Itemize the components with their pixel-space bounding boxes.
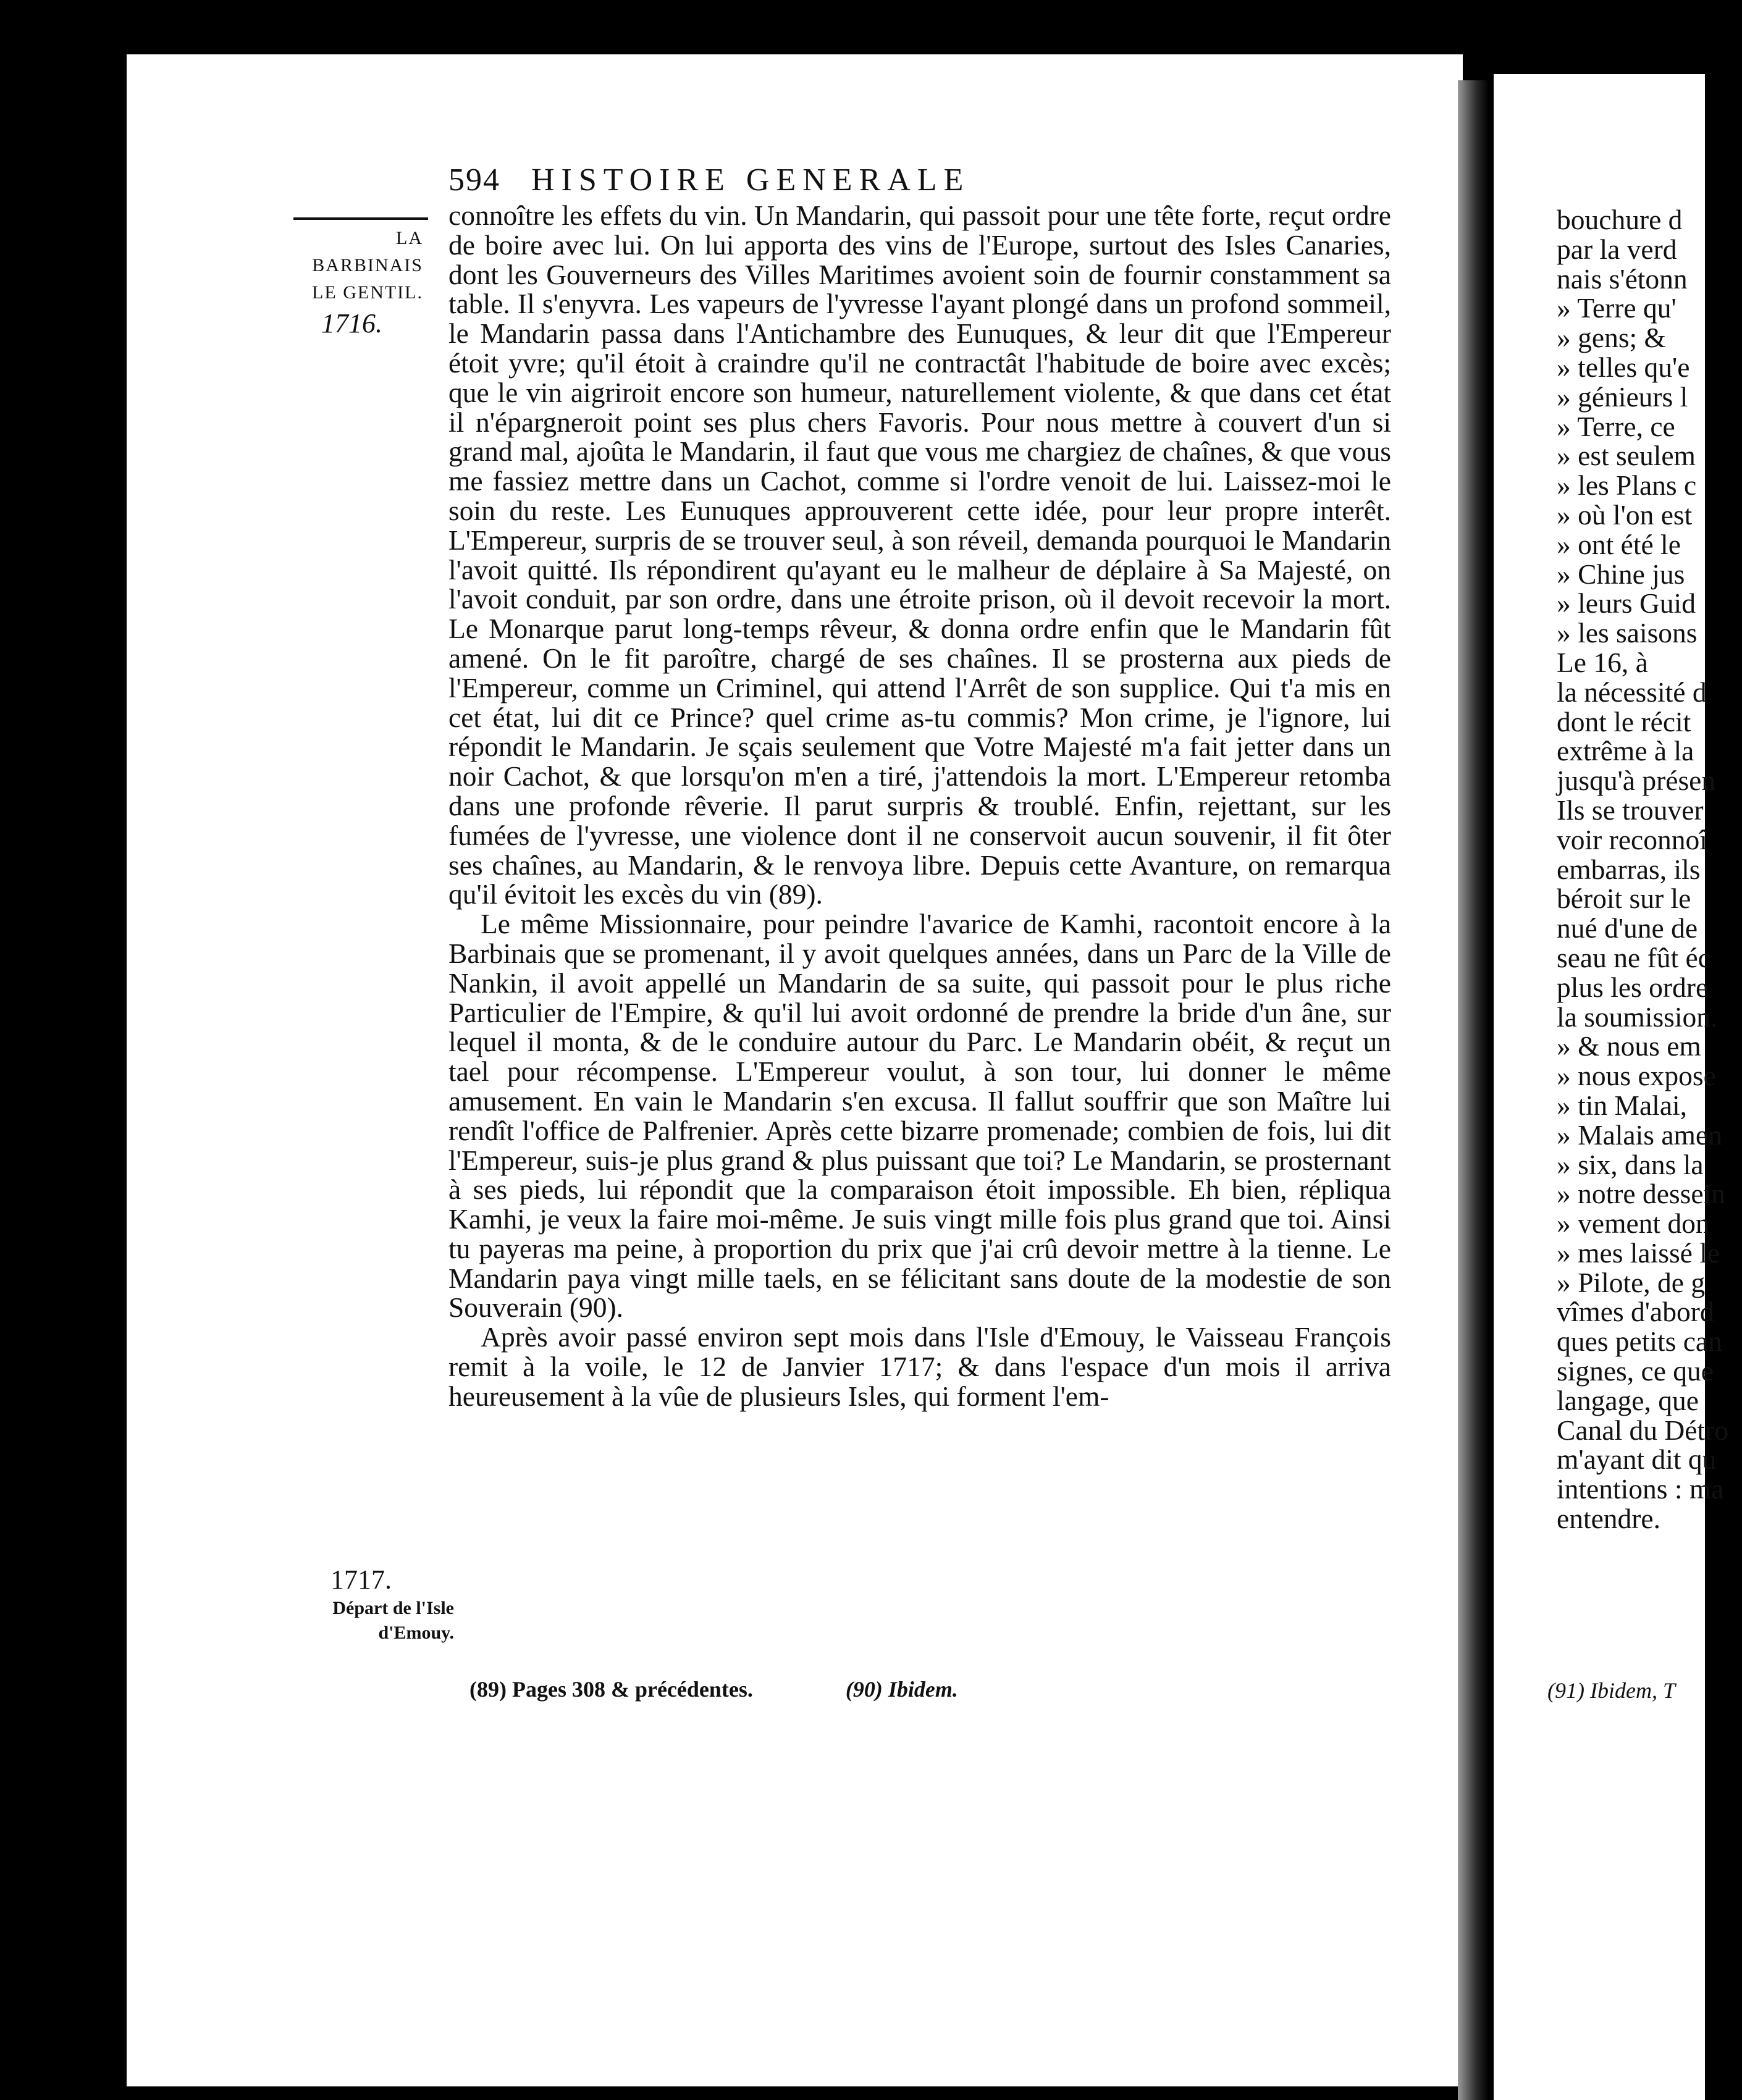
footnote-89: (89) Pages 308 & précédentes. bbox=[469, 1677, 753, 1702]
margin-rule bbox=[293, 217, 428, 220]
right-page-line: » vement don bbox=[1557, 1208, 1710, 1240]
right-page-line: par la verd bbox=[1557, 233, 1677, 265]
right-page-line: » est seulem bbox=[1557, 440, 1696, 472]
right-page-line: » ont été le bbox=[1557, 528, 1681, 560]
right-page-line: jusqu'à présen bbox=[1557, 765, 1716, 797]
right-page-line: seau ne fût éc bbox=[1557, 941, 1710, 973]
margin-year-1717: 1717. bbox=[330, 1564, 392, 1595]
footnotes bbox=[469, 1676, 1149, 1702]
right-page-line: » & nous em bbox=[1557, 1030, 1701, 1062]
right-page-line: » gens; & bbox=[1557, 322, 1666, 354]
right-page-text bbox=[1557, 205, 1742, 1534]
right-page-line: » où l'on est bbox=[1557, 498, 1693, 531]
running-head bbox=[448, 162, 1239, 198]
right-page-footnote: (91) Ibidem, T bbox=[1547, 1678, 1675, 1703]
right-page-line: Canal du Détro bbox=[1557, 1414, 1728, 1446]
right-page-line: m'ayant dit qu bbox=[1557, 1443, 1717, 1476]
right-page-line: » telles qu'e bbox=[1557, 351, 1690, 383]
paragraph-2: Le même Missionnaire, pour peindre l'avarice de Kamhi, racontoit encore à la Barbinais que se promenant, il y avoit quelques années, dans un Parc de la Ville de Nankin, il avoit appellé un Mandarin de sa suite, qui passoit pour le plus riche Particulier de l'Empire, & qu'il lui avoit ordonné de prendre la bride d'un âne, sur lequel il monta, & de le conduire autour du Parc. Le Mandarin obéit, & reçut un tael pour récompense. L'Empereur voulut, à son tour, lui donner le même amusement. En vain le Mandarin s'en excusa. Il fallut souffrir que son Maître lui rendît l'office de Palfrenier. Après cette bizarre promenade; combien de fois, lui dit l'Empereur, suis-je plus grand & plus puissant que toi? Le Mandarin, se prosternant à ses pieds, lui répondit que la comparaison étoit impossible. Eh bien, répliqua Kamhi, je veux la faire moi-même. Je suis vingt mille fois plus grand que toi. Ainsi tu payeras ma peine, à proportion du prix que j'ai crû devoir mettre à la tienne. Le Mandarin paya vingt mille taels, en se félicitant sans doute de la modestie de son Souverain (90). bbox=[448, 908, 1391, 1324]
right-page-line: » Terre qu' bbox=[1557, 292, 1677, 324]
right-page-line: » six, dans la bbox=[1557, 1148, 1704, 1180]
right-page-line: bouchure d bbox=[1557, 204, 1683, 235]
paragraph-1: connoître les effets du vin. Un Mandarin, qui passoit pour une tête forte, reçut ordre de boire avec lui. On lui apporta des vins de l'Europe, surtout des Isles Canaries, dont les Gouverneurs des Villes Maritimes avoient soin de fournir constamment sa table. Il s'enyvra. Les vapeurs de l'yvresse l'ayant plongé dans un profond sommeil, le Mandarin passa dans l'Antichambre des Eunuques, & leur dit que l'Empereur étoit yvre; qu'il étoit à craindre qu'il ne contractât l'habitude de boire avec excès; que le vin aigriroit encore son humeur, naturellement violente, & que dans cet état il n'épargneroit point ses plus chers Favoris. Pour nous mettre à couvert d'un si grand mal, ajoûta le Mandarin, il faut que vous me chargiez de chaînes, & que vous me fassiez mettre dans un Cachot, comme si l'ordre venoit de lui. Laissez-moi le soin du reste. Les Eunuques approuverent cette idée, pour leur propre interêt. L'Empereur, surpris de se trouver seul, à son réveil, demanda pourquoi le Mandarin l'avoit quitté. Ils répondirent qu'ayant eu le malheur de déplaire à Sa Majesté, on l'avoit conduit, par son ordre, dans une étroite prison, où il devoit recevoir la mort. Le Monarque parut long-temps rêveur, & donna ordre enfin que le Mandarin fût amené. On le fit paroître, chargé de ses chaînes. Il se prosterna aux pieds de l'Empereur, comme un Criminel, qui attend l'Arrêt de son supplice. Qui t'a mis en cet état, lui dit ce Prince? quel crime as-tu commis? Mon crime, je l'ignore, lui répondit le Mandarin. Je sçais seulement que Votre Majesté m'a fait jetter dans un noir Cachot, & que lorsqu'on m'en a tiré, j'attendois la mort. L'Empereur retomba dans une profonde rêverie. Il parut surpris & troublé. Enfin, rejettant, sur les fumées de l'yvresse, une violence dont il ne conservoit aucun souvenir, il fit ôter ses chaînes, au Mandarin, & le renvoya libre. Depuis cette Avanture, on remarqua qu'il évitoit les excès du vin (89). bbox=[448, 200, 1391, 910]
right-page-line: » Terre, ce bbox=[1557, 410, 1675, 442]
right-page-line: plus les ordre bbox=[1557, 971, 1709, 1003]
right-page-line: » notre dessein bbox=[1557, 1178, 1725, 1210]
right-page-line: » leurs Guid bbox=[1557, 587, 1696, 620]
right-page-line: » les Plans c bbox=[1557, 469, 1697, 502]
book-gutter-shadow bbox=[1458, 80, 1489, 2100]
right-page-line: » les saisons bbox=[1557, 617, 1698, 649]
right-page-line: la nécessité d bbox=[1557, 676, 1707, 708]
right-page-line: dont le récit bbox=[1557, 705, 1691, 737]
paragraph-3: Après avoir passé environ sept mois dans l'Isle d'Emouy, le Vaisseau François remit à la voile, le 12 de Janvier 1717; & dans l'espace d'un mois il arriva heureusement à la vûe de plusieurs Isles, qui forment l'em- bbox=[448, 1321, 1391, 1412]
right-page-line: Le 16, à bbox=[1557, 646, 1648, 678]
footnote-90: (90) Ibidem. bbox=[845, 1677, 958, 1702]
right-page-line: » Malais amen bbox=[1557, 1119, 1722, 1151]
margin-note-author: LA BARBINAIS LE GENTIL. bbox=[312, 228, 423, 303]
right-page-line: béroit sur le bbox=[1557, 883, 1691, 915]
margin-note-departure: Départ de l'Isle d'Emouy. bbox=[332, 1598, 454, 1643]
right-page-line: signes, ce que bbox=[1557, 1355, 1714, 1387]
right-page-line: » Pilote, de g bbox=[1557, 1266, 1706, 1298]
right-page-line: nué d'une de bbox=[1557, 912, 1698, 944]
right-page-line: voir reconnoî bbox=[1557, 823, 1707, 855]
margin-year-1716: 1716. bbox=[321, 308, 382, 338]
right-page-line: entendre. bbox=[1557, 1503, 1661, 1535]
right-page-line: intentions : ma bbox=[1557, 1473, 1724, 1505]
right-page-line: » Chine jus bbox=[1557, 558, 1685, 590]
right-page-line: » génieurs l bbox=[1557, 380, 1688, 413]
right-page-line: ques petits can bbox=[1557, 1325, 1722, 1358]
right-page-line: Ils se trouver bbox=[1557, 794, 1704, 826]
right-page-line: extrême à la bbox=[1557, 735, 1694, 767]
running-title: HISTOIRE GENERALE bbox=[531, 162, 970, 198]
right-page-line: » nous expose bbox=[1557, 1060, 1716, 1092]
right-page-line: embarras, ils bbox=[1557, 853, 1701, 885]
page-number: 594 bbox=[448, 162, 500, 198]
right-page-line: nais s'étonn bbox=[1557, 262, 1688, 295]
main-text-block bbox=[448, 201, 1391, 1411]
right-page-line: » mes laissé le bbox=[1557, 1237, 1720, 1269]
right-page-line: la soumission. bbox=[1557, 1001, 1718, 1033]
right-page-line: » tin Malai, bbox=[1557, 1089, 1688, 1121]
right-page-line: langage, que bbox=[1557, 1384, 1699, 1416]
right-page-line: vîmes d'abord bbox=[1557, 1296, 1714, 1328]
